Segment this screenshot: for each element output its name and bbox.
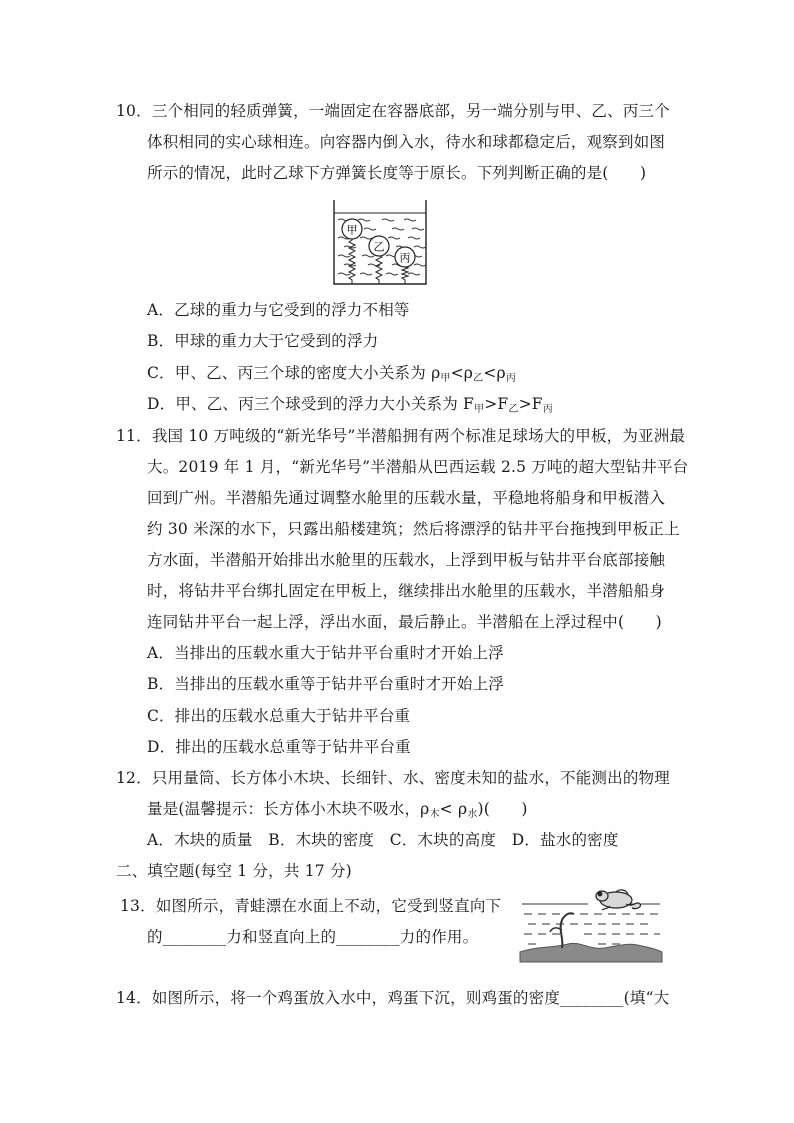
q10-option-d: D．甲、乙、丙三个球受到的浮力大小关系为 $F_甲>F_乙>F_丙$: [147, 395, 553, 415]
q10-stem-line-1: 10．三个相同的轻质弹簧，一端固定在容器底部，另一端分别与甲、乙、丙三个: [116, 102, 670, 120]
ball-label-bing: 丙: [399, 251, 411, 265]
q11-stem-line-4: 约 30 米深的水下，只露出船楼建筑；然后将漂浮的钻井平台拖拽到甲板正上: [147, 520, 680, 538]
q11-stem-line-5: 方水面，半潜船开始排出水舱里的压载水，上浮到甲板与钻井平台底部接触: [147, 551, 666, 569]
q12-options: A．木块的质量 B．木块的密度 C．木块的高度 D．盐水的密度: [147, 831, 619, 849]
ball-label-jia: 甲: [346, 223, 358, 237]
q12-stem-line-1: 12．只用量筒、长方体小木块、长细针、水、密度未知的盐水，不能测出的物理: [116, 769, 670, 787]
q13-stem-line-2: 的________力和竖直向上的________力的作用。: [147, 928, 479, 946]
q13-stem-line-1: 13．如图所示，青蛙漂在水面上不动，它受到竖直向下: [120, 897, 502, 915]
q10-stem-line-3: 所示的情况，此时乙球下方弹簧长度等于原长。下列判断正确的是( ): [147, 164, 647, 182]
q11-stem-line-3: 回到广州。半潜船先通过调整水舱里的压载水量，平稳地将船身和甲板潜入: [147, 489, 666, 507]
ball-label-yi: 乙: [373, 240, 385, 254]
spring-jia: [349, 239, 355, 284]
q11-option-b: B．当排出的压载水重等于钻井平台重时才开始上浮: [147, 675, 504, 693]
spring-container-figure: [330, 196, 430, 290]
q10-option-c: C．甲、乙、丙三个球的密度大小关系为 $\rho_甲<\rho_乙<\rho_丙$: [147, 364, 517, 384]
frog: [596, 890, 641, 910]
q11-option-a: A．当排出的压载水重大于钻井平台重时才开始上浮: [147, 644, 504, 662]
q10-stem-line-2: 体积相同的实心球相连。向容器内倒入水，待水和球都稳定后，观察到如图: [147, 133, 666, 151]
section-2-heading: 二、填空题(每空 1 分，共 17 分): [116, 862, 352, 880]
q10-option-b: B．甲球的重力大于它受到的浮力: [147, 332, 379, 350]
q11-option-d: D．排出的压载水总重等于钻井平台重: [147, 738, 411, 756]
q11-stem-line-7: 连同钻井平台一起上浮，浮出水面，最后静止。半潜船在上浮过程中( ): [147, 613, 662, 631]
q10-option-a: A．乙球的重力与它受到的浮力不相等: [147, 301, 410, 319]
q14-stem-line-1: 14．如图所示，将一个鸡蛋放入水中，鸡蛋下沉，则鸡蛋的密度________(填“大: [116, 989, 670, 1007]
frog-figure: [518, 886, 664, 966]
q12-stem-line-2: 量是(温馨提示：长方体小木块不吸水，$\rho_木< \rho_水$)( ): [147, 800, 528, 820]
q11-option-c: C．排出的压载水总重大于钻井平台重: [147, 707, 411, 725]
q11-stem-line-6: 时，将钻井平台绑扎固定在甲板上，继续排出水舱里的压载水，半潜船船身: [147, 582, 666, 600]
water-plant: [561, 913, 574, 948]
spring-yi: [376, 252, 382, 284]
q11-stem-line-1: 11．我国 10 万吨级的“新光华号”半潜船拥有两个标准足球场大的甲板，为亚洲最: [116, 427, 686, 445]
q11-stem-line-2: 大。2019 年 1 月，“新光华号”半潜船从巴西运载 2.5 万吨的超大型钻井平台: [147, 458, 689, 476]
pond-bottom: [520, 943, 662, 962]
frog-water-lines: [522, 904, 660, 944]
